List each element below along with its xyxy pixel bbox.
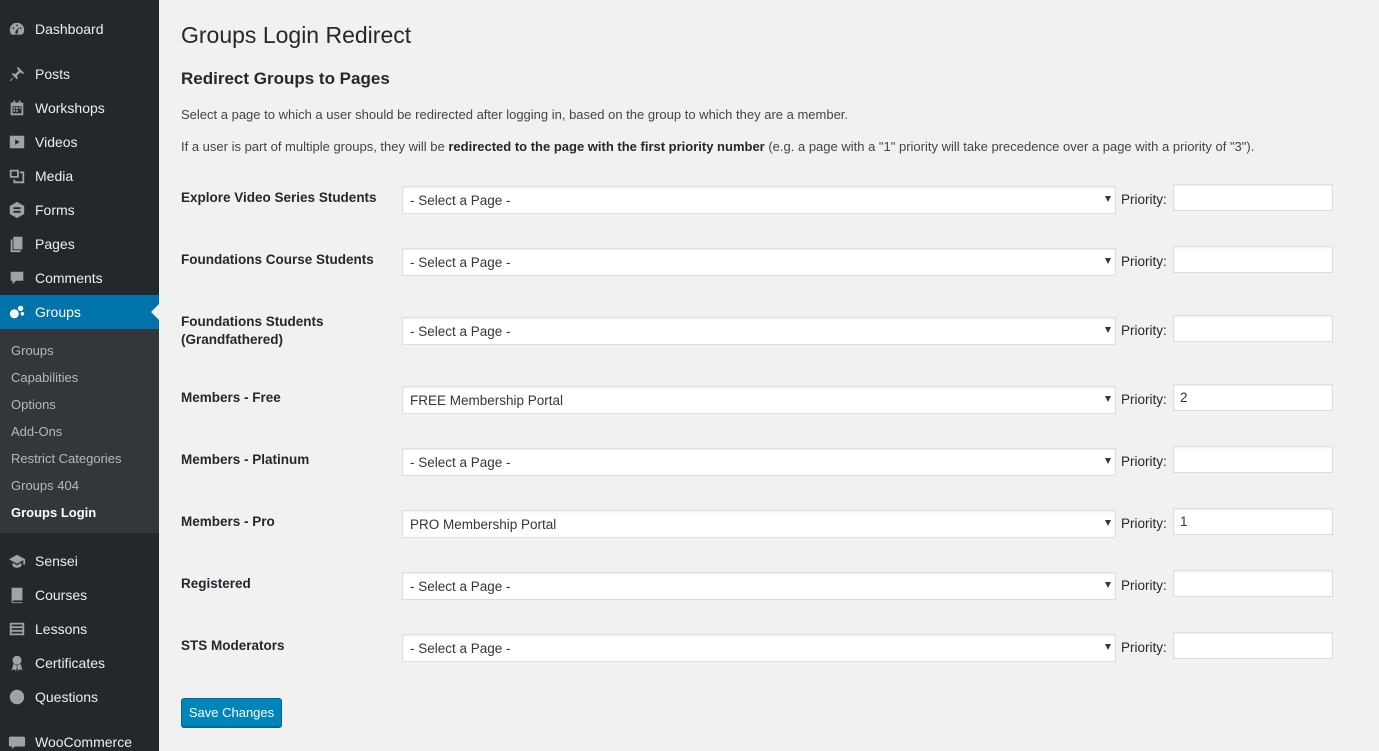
select-value: - Select a Page - xyxy=(410,192,511,208)
page-select[interactable] xyxy=(402,448,1116,476)
submenu-groups-404[interactable]: Groups 404 xyxy=(11,478,79,493)
description-2 xyxy=(181,139,1254,154)
question-icon xyxy=(7,687,27,707)
submenu-groups-login[interactable]: Groups Login xyxy=(11,505,97,520)
comment-icon xyxy=(7,268,27,288)
menu-posts[interactable] xyxy=(0,57,159,91)
priority-input[interactable]: 2 xyxy=(1173,384,1333,411)
forms-icon xyxy=(7,200,27,220)
menu-label: Dashboard xyxy=(35,21,104,37)
submenu-options[interactable]: Options xyxy=(11,397,56,412)
award-icon xyxy=(7,653,27,673)
calendar-icon xyxy=(7,98,27,118)
group-label: Members - Pro xyxy=(181,514,275,529)
menu-courses[interactable] xyxy=(0,578,159,612)
menu-sensei[interactable] xyxy=(0,544,159,578)
section-title: Redirect Groups to Pages xyxy=(181,69,390,88)
priority-label: Priority: xyxy=(1121,640,1167,655)
group-label: Members - Free xyxy=(181,390,281,405)
menu-label: Posts xyxy=(35,66,71,82)
priority-label: Priority: xyxy=(1121,454,1167,469)
priority-label: Priority: xyxy=(1121,323,1167,338)
select-value: FREE Membership Portal xyxy=(410,392,564,408)
select-value: - Select a Page - xyxy=(410,254,511,270)
admin-sidebar xyxy=(0,0,159,751)
book-icon xyxy=(7,585,27,605)
submenu-groups[interactable]: Groups xyxy=(11,343,54,358)
priority-input[interactable] xyxy=(1173,570,1333,597)
dropdown-arrow-icon xyxy=(1105,196,1111,202)
priority-input[interactable] xyxy=(1173,446,1333,473)
select-value: - Select a Page - xyxy=(410,578,511,594)
dropdown-arrow-icon xyxy=(1105,644,1111,650)
menu-media[interactable] xyxy=(0,159,159,193)
menu-dashboard[interactable] xyxy=(0,12,159,46)
menu-label: Comments xyxy=(35,270,103,286)
woo-icon xyxy=(7,732,27,751)
menu-label: Questions xyxy=(35,689,99,705)
menu-label: Sensei xyxy=(35,553,78,569)
menu-questions[interactable] xyxy=(0,680,159,714)
page-select[interactable] xyxy=(402,317,1116,345)
dropdown-arrow-icon xyxy=(1105,258,1111,264)
graduation-cap-icon xyxy=(7,551,27,571)
group-label: Registered xyxy=(181,576,251,591)
list-icon xyxy=(7,619,27,639)
menu-woocommerce[interactable] xyxy=(0,725,159,751)
select-value: - Select a Page - xyxy=(410,454,511,470)
video-icon xyxy=(7,132,27,152)
priority-label: Priority: xyxy=(1121,578,1167,593)
priority-input[interactable] xyxy=(1173,315,1333,342)
dashboard-icon xyxy=(7,19,27,39)
group-label: Explore Video Series Students xyxy=(181,190,377,205)
menu-comments[interactable] xyxy=(0,261,159,295)
priority-input[interactable] xyxy=(1173,184,1333,211)
page-select[interactable] xyxy=(402,248,1116,276)
menu-videos[interactable] xyxy=(0,125,159,159)
menu-label: Forms xyxy=(35,202,75,218)
menu-label: Videos xyxy=(35,134,78,150)
menu-label: Lessons xyxy=(35,621,88,637)
submenu-capabilities[interactable]: Capabilities xyxy=(11,370,79,385)
priority-label: Priority: xyxy=(1121,254,1167,269)
pages-icon xyxy=(7,234,27,254)
priority-input[interactable]: 1 xyxy=(1173,508,1333,535)
dropdown-arrow-icon xyxy=(1105,327,1111,333)
description-2-pre: If a user is part of multiple groups, they will be xyxy=(181,139,449,154)
menu-label: Media xyxy=(35,168,74,184)
menu-label: Courses xyxy=(35,587,88,603)
description-2-post: (e.g. a page with a "1" priority will take precedence over a page with a priority of "3"). xyxy=(764,139,1255,154)
menu-label: WooCommerce xyxy=(35,734,132,750)
menu-label: Certificates xyxy=(35,655,106,671)
dropdown-arrow-icon xyxy=(1105,520,1111,526)
page-select[interactable] xyxy=(402,386,1116,414)
group-label: Members - Platinum xyxy=(181,452,310,467)
save-changes-button[interactable]: Save Changes xyxy=(181,698,282,727)
pin-icon xyxy=(7,64,27,84)
submenu-add-ons[interactable]: Add-Ons xyxy=(11,424,63,439)
page-select[interactable] xyxy=(402,634,1116,662)
group-label: Foundations Course Students xyxy=(181,252,374,267)
dropdown-arrow-icon xyxy=(1105,396,1111,402)
media-icon xyxy=(7,166,27,186)
group-label: STS Moderators xyxy=(181,638,285,653)
submenu-restrict-categories[interactable]: Restrict Categories xyxy=(11,451,122,466)
description-1: Select a page to which a user should be redirected after logging in, based on the group to which they are a member. xyxy=(181,107,849,122)
group-label: Foundations Students (Grandfathered) xyxy=(181,314,324,347)
page-select[interactable] xyxy=(402,186,1116,214)
dropdown-arrow-icon xyxy=(1105,458,1111,464)
menu-pages[interactable] xyxy=(0,227,159,261)
menu-label: Workshops xyxy=(35,100,105,116)
dropdown-arrow-icon xyxy=(1105,582,1111,588)
menu-label: Groups xyxy=(35,304,81,320)
select-value: - Select a Page - xyxy=(410,640,511,656)
priority-label: Priority: xyxy=(1121,516,1167,531)
menu-label: Pages xyxy=(35,236,75,252)
priority-label: Priority: xyxy=(1121,392,1167,407)
groups-icon xyxy=(7,302,27,322)
priority-input[interactable] xyxy=(1173,246,1333,273)
menu-certificates[interactable] xyxy=(0,646,159,680)
description-2-bold: redirected to the page with the first priority number xyxy=(448,139,765,154)
priority-label: Priority: xyxy=(1121,192,1167,207)
page-select[interactable] xyxy=(402,572,1116,600)
page-title: Groups Login Redirect xyxy=(181,22,412,48)
menu-forms[interactable] xyxy=(0,193,159,227)
priority-input[interactable] xyxy=(1173,632,1333,659)
groups-submenu xyxy=(0,329,159,533)
select-value: - Select a Page - xyxy=(410,323,511,339)
menu-groups[interactable] xyxy=(0,295,159,329)
menu-lessons[interactable] xyxy=(0,612,159,646)
menu-workshops[interactable] xyxy=(0,91,159,125)
page-select[interactable] xyxy=(402,510,1116,538)
select-value: PRO Membership Portal xyxy=(410,516,557,532)
